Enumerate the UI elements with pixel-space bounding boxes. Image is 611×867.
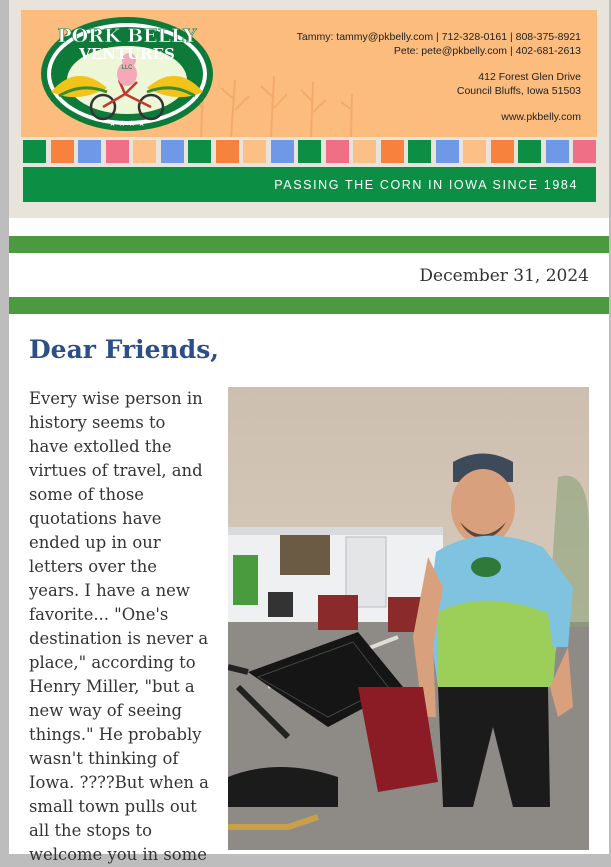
- letter-body-line: Henry Miller, "but a: [29, 677, 195, 696]
- letter-body-line: small town pulls out: [29, 797, 197, 816]
- color-square: [188, 140, 211, 163]
- green-divider-bottom: [9, 297, 609, 314]
- address-line-1: 412 Forest Glen Drive: [478, 71, 581, 83]
- color-square: [106, 140, 129, 163]
- color-squares-row: [23, 140, 596, 163]
- letter-body-line: place," according to: [29, 653, 196, 672]
- letter-body-line: things." He probably: [29, 725, 202, 744]
- color-square: [518, 140, 541, 163]
- tagline-bar: [23, 167, 596, 202]
- pork-belly-ventures-logo-icon: [37, 12, 217, 134]
- color-square: [326, 140, 349, 163]
- letter-body-line: letters over the: [29, 557, 157, 576]
- svg-text:VENTURES: VENTURES: [79, 45, 175, 63]
- website-link[interactable]: www.pkbelly.com: [501, 111, 581, 123]
- color-square: [573, 140, 596, 163]
- color-square: [243, 140, 266, 163]
- svg-text:LLC: LLC: [121, 65, 133, 71]
- letter-body-line: virtues of travel, and: [29, 461, 203, 480]
- tagline-text: PASSING THE CORN IN IOWA SINCE 1984: [274, 177, 578, 192]
- mailing-address: [457, 70, 581, 98]
- letter-body-line: destination is never a: [29, 629, 209, 648]
- color-square: [436, 140, 459, 163]
- letter-body-line: favorite... "One's: [29, 605, 169, 624]
- color-square: [133, 140, 156, 163]
- color-square: [408, 140, 431, 163]
- letter-body-line: Every wise person in: [29, 389, 203, 408]
- color-square: [298, 140, 321, 163]
- letterhead-banner: [21, 10, 597, 137]
- letter-body-line: Iowa. ????But when a: [29, 773, 209, 792]
- color-square: [546, 140, 569, 163]
- photo-cyclist-with-recumbent-bike-icon: [228, 387, 589, 850]
- contact-tammy: Tammy: tammy@pkbelly.com | 712-328-0161 | 808-375-8921: [296, 31, 581, 43]
- address-line-2: Council Bluffs, Iowa 51503: [456, 85, 581, 97]
- contact-info: [241, 30, 581, 58]
- color-square: [161, 140, 184, 163]
- letter-date: December 31, 2024: [419, 266, 589, 286]
- color-square: [381, 140, 404, 163]
- letter-body-line: wasn't thinking of: [29, 749, 179, 768]
- letter-body-line: welcome you in some: [29, 845, 207, 864]
- letter-body: [29, 387, 219, 867]
- color-square: [51, 140, 74, 163]
- svg-text:★ ★ ★ ★: ★ ★ ★ ★: [108, 119, 146, 128]
- letter-body-line: ended up in our: [29, 533, 161, 552]
- color-square: [23, 140, 46, 163]
- color-square: [216, 140, 239, 163]
- color-square: [353, 140, 376, 163]
- contact-pete: Pete: pete@pkbelly.com | 402-681-2613: [393, 45, 581, 57]
- letter-body-line: quotations have: [29, 509, 162, 528]
- letter-body-line: history seems to: [29, 413, 166, 432]
- green-divider-top: [9, 236, 609, 253]
- color-square: [271, 140, 294, 163]
- letter-body-line: have extolled the: [29, 437, 172, 456]
- letter-body-line: all the stops to: [29, 821, 152, 840]
- svg-text:PORK BELLY: PORK BELLY: [57, 25, 197, 47]
- color-square: [78, 140, 101, 163]
- letter-photo: [228, 387, 589, 850]
- letter-body-line: years. I have a new: [29, 581, 190, 600]
- letter-body-line: some of those: [29, 485, 144, 504]
- color-square: [491, 140, 514, 163]
- letter-body-line: new way of seeing: [29, 701, 183, 720]
- color-square: [463, 140, 486, 163]
- letter-greeting: Dear Friends,: [29, 335, 219, 364]
- letterhead: [9, 0, 609, 218]
- newsletter-page: [9, 0, 609, 864]
